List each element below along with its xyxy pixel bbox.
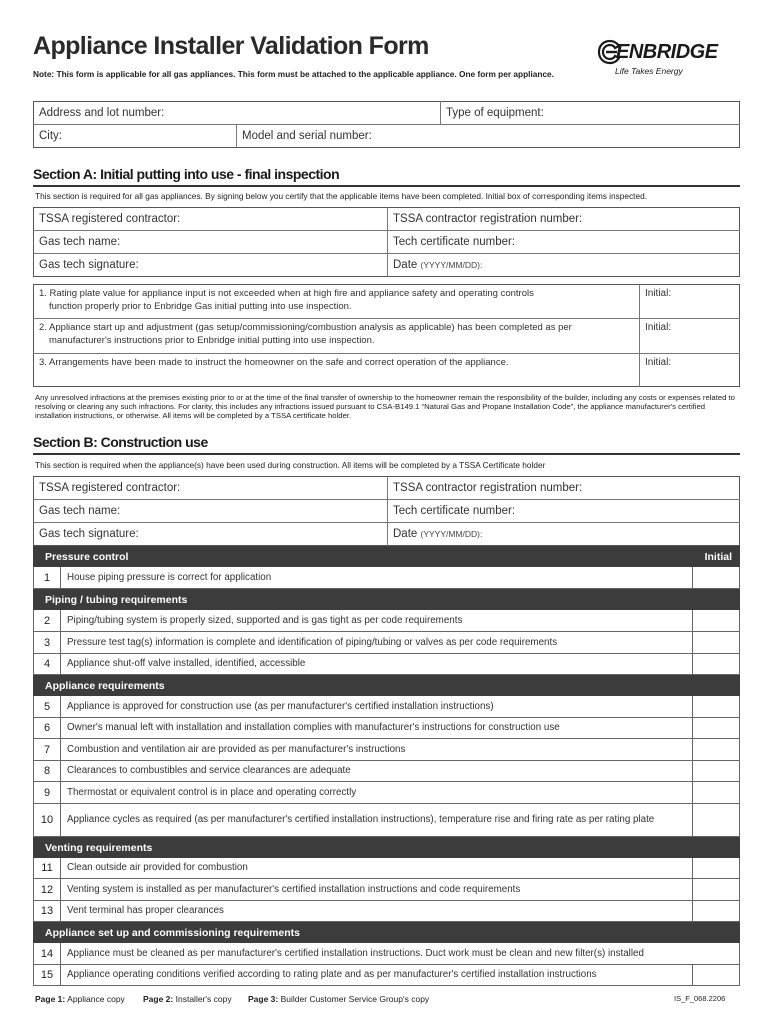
logo-wordmark: ENBRIDGE xyxy=(616,41,718,63)
a-date-format: (YYYY/MM/DD): xyxy=(420,260,483,270)
city-field[interactable]: City: xyxy=(39,130,62,142)
a-item-2-initial[interactable]: Initial: xyxy=(645,322,672,333)
initial-box-11[interactable] xyxy=(692,858,739,878)
table-row: 6 Owner's manual left with installation and installation complies with manufacturer's instructions for construction use xyxy=(33,718,740,739)
group-header-piping: Piping / tubing requirements xyxy=(33,589,740,610)
initial-box-3[interactable] xyxy=(692,632,739,653)
a-certificate-field[interactable]: Tech certificate number: xyxy=(393,235,516,248)
table-row: 10 Appliance cycles as required (as per manufacturer's certified installation instructions), temperature rise and firing rate as per rating plate xyxy=(33,804,740,837)
a-item-1-initial[interactable]: Initial: xyxy=(645,288,672,299)
a-tech-name-field[interactable]: Gas tech name: xyxy=(39,235,121,248)
a-date-field[interactable] xyxy=(387,253,740,277)
initial-box-5[interactable] xyxy=(692,696,739,717)
section-a-description: This section is required for all gas appliances. By signing below you certify that the applicable items have been completed. Initial box of corresponding items inspected. xyxy=(35,191,648,201)
form-title: Appliance Installer Validation Form xyxy=(33,32,429,60)
b-contractor-field[interactable]: TSSA registered contractor: xyxy=(39,481,181,494)
section-b-description: This section is required when the appliance(s) have been used during construction. All items will be completed by a TSSA Certificate holder xyxy=(35,460,546,470)
section-b-title: Section B: Construction use xyxy=(33,434,208,450)
table-row: 5 Appliance is approved for construction use (as per manufacturer's certified installation instructions) xyxy=(33,696,740,718)
table-row: 2 Piping/tubing system is properly sized, supported and is gas tight as per code requirements xyxy=(33,610,740,632)
table-row: 1 House piping pressure is correct for application xyxy=(33,567,740,589)
initial-box-10[interactable] xyxy=(692,804,739,836)
b-date-format: (YYYY/MM/DD): xyxy=(420,529,483,539)
address-field[interactable]: Address and lot number: xyxy=(39,106,165,119)
footer-page-2: Page 2: Installer's copy xyxy=(143,994,232,1004)
section-a-disclaimer: Any unresolved infractions at the premises existing prior to or at the time of the final transfer of ownership to the homeowner remain the responsibility of the builder, including any costs or expenses related to resolving or clearing any such infractions. For clarity, this includes any infractions issued pursuant to CSA-B149.1 “Natural Gas and Propane Installation Code”, the appliance manufacturer's certified installation instructions, or otherwise. All items will be completed by a TSSA certificate holder. xyxy=(35,393,735,420)
initial-box-2[interactable] xyxy=(692,610,739,631)
equipment-type-field[interactable]: Type of equipment: xyxy=(446,106,544,119)
a-registration-field[interactable]: TSSA contractor registration number: xyxy=(393,212,583,225)
logo-tagline: Life Takes Energy xyxy=(615,66,683,76)
initial-box-1[interactable] xyxy=(692,567,739,588)
initial-box-7[interactable] xyxy=(692,739,739,760)
b-date-field[interactable] xyxy=(387,522,740,546)
table-row: 15 Appliance operating conditions verified according to rating plate and as per manufacturer's certified installation instructions xyxy=(33,965,740,986)
a-date-label: Date xyxy=(393,259,418,271)
table-row: 13 Vent terminal has proper clearances xyxy=(33,901,740,922)
group-header-appliance: Appliance requirements xyxy=(33,675,740,696)
model-serial-field[interactable]: Model and serial number: xyxy=(242,130,372,142)
a-contractor-field[interactable]: TSSA registered contractor: xyxy=(39,212,181,225)
b-date-label: Date xyxy=(393,528,418,540)
table-row: 7 Combustion and ventilation air are provided as per manufacturer's instructions xyxy=(33,739,740,761)
footer-page-3: Page 3: Builder Customer Service Group's copy xyxy=(248,994,430,1004)
a-item-1: 1. Rating plate value for appliance input is not exceeded when at high fire and appliance safety and operating controls function properly prior to Enbridge Gas initial putting into use inspection. xyxy=(39,288,534,312)
enbridge-logo xyxy=(594,37,744,81)
a-item-2: 2. Appliance start up and adjustment (gas setup/commissioning/combustion analysis as applicable) has been completed as per manufacturer's instructions prior to Enbridge initial putting into use inspection. xyxy=(39,322,572,346)
initial-box-6[interactable] xyxy=(692,718,739,738)
b-signature-field[interactable]: Gas tech signature: xyxy=(39,528,139,540)
initial-box-15[interactable] xyxy=(692,965,739,985)
table-row: 8 Clearances to combustibles and service clearances are adequate xyxy=(33,761,740,782)
table-row: 4 Appliance shut-off valve installed, identified, accessible xyxy=(33,654,740,675)
footer-page-1: Page 1: Appliance copy xyxy=(35,994,125,1004)
initial-box-9[interactable] xyxy=(692,782,739,803)
form-code: IS_F_068.2206 xyxy=(674,994,726,1003)
group-header-pressure-control: Pressure control Initial xyxy=(33,546,740,567)
a-item-3-initial[interactable]: Initial: xyxy=(645,357,672,368)
table-row: 12 Venting system is installed as per manufacturer's certified installation instructions and code requirements xyxy=(33,879,740,901)
form-note: Note: This form is applicable for all gas appliances. This form must be attached to the applicable appliance. One form per appliance. xyxy=(33,69,554,79)
table-row: 14 Appliance must be cleaned as per manufacturer's certified installation instructions. Duct work must be clean and new filter(s) installed xyxy=(33,943,740,965)
table-row: 3 Pressure test tag(s) information is complete and identification of piping/tubing or valves as per code requirements xyxy=(33,632,740,654)
table-row: 11 Clean outside air provided for combustion xyxy=(33,858,740,879)
initial-box-12[interactable] xyxy=(692,879,739,900)
initial-column-header: Initial xyxy=(704,550,732,563)
group-header-venting: Venting requirements xyxy=(33,837,740,858)
b-registration-field[interactable]: TSSA contractor registration number: xyxy=(393,481,583,494)
group-header-commissioning: Appliance set up and commissioning requirements xyxy=(33,922,740,943)
initial-box-13[interactable] xyxy=(692,901,739,921)
initial-box-8[interactable] xyxy=(692,761,739,781)
b-certificate-field[interactable]: Tech certificate number: xyxy=(393,504,516,517)
a-item-3: 3. Arrangements have been made to instruct the homeowner on the safe and correct operation of the appliance. xyxy=(39,357,509,368)
a-signature-field[interactable]: Gas tech signature: xyxy=(39,259,139,271)
section-a-title: Section A: Initial putting into use - final inspection xyxy=(33,166,340,182)
b-tech-name-field[interactable]: Gas tech name: xyxy=(39,504,121,517)
table-row: 9 Thermostat or equivalent control is in place and operating correctly xyxy=(33,782,740,804)
initial-box-4[interactable] xyxy=(692,654,739,674)
